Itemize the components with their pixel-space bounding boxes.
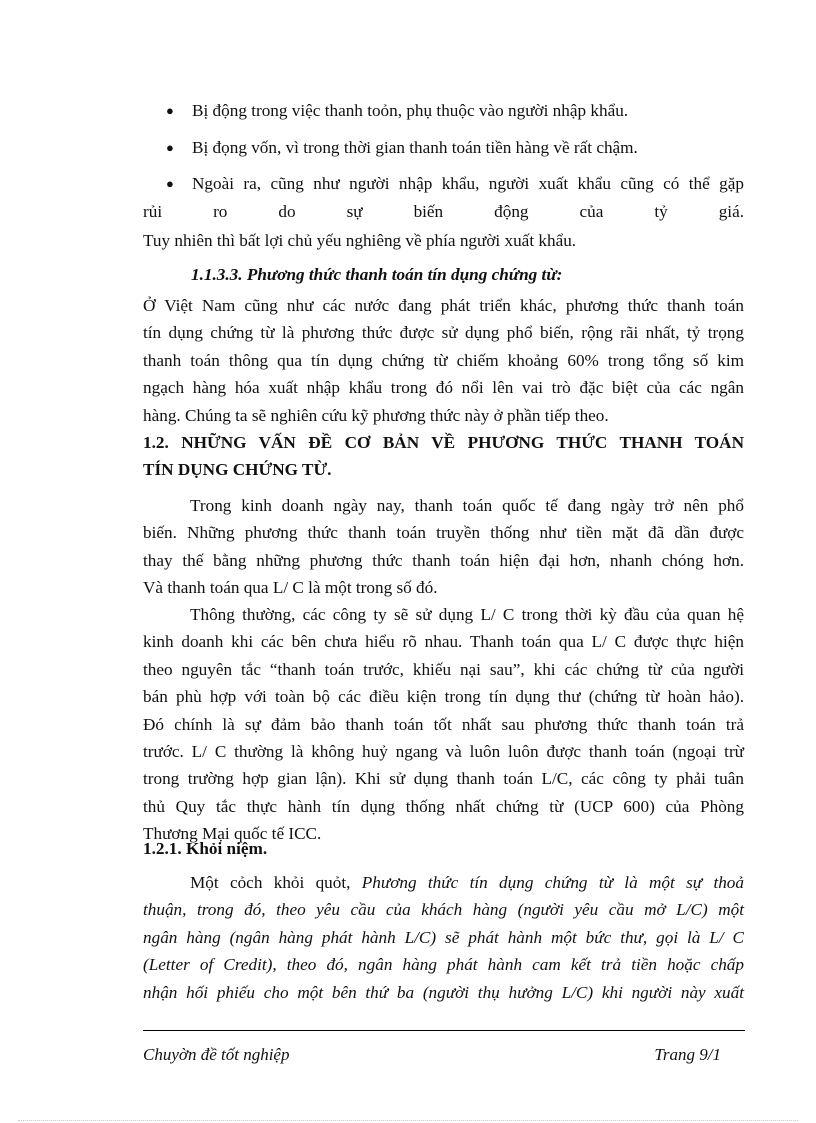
subsection-heading: 1.2.1. Khỏi niệm. xyxy=(143,839,268,858)
paragraph: Trong kinh doanh ngày nay, thanh toán quốc tế đang ngày trở nên phổ biến. Những phương thức thanh toán truyền thống như tiền mặt đã dần được thay thế bằng những phương thức thanh toán hiện đại hơn, nhanh chóng hơn. Và thanh toán qua L/ C là một trong số đó. xyxy=(143,496,744,598)
bullet-dot-icon: ● xyxy=(166,140,174,155)
section-heading: 1.2. NHỮNG VẤN ĐỀ CƠ BẢN VỀ PHƯƠNG THỨC THANH TOÁN TÍN DỤNG CHỨNG TỪ. xyxy=(143,433,744,480)
bullet-continuation-line: Tuy nhiên thì bất lợi chủ yếu nghiêng về phía người xuất khẩu. xyxy=(143,231,577,250)
paragraph: Một cỏch khỏi quỏt, Phương thức tín dụng chứng từ là một sự thoả thuận, trong đó, theo yêu cầu của khách hàng (người yêu cầu mở L/C) một ngân hàng (ngân hàng phát hành L/C) sẽ phát hành một bức thư, gọi là L/ C (Letter of Credit), theo đó, ngân hàng phát hành cam kết trả tiền hoặc chấp nhận hối phiếu cho một bên thứ ba (người thụ hưởng L/C) khi người này xuất xyxy=(143,873,744,1002)
footer-rule xyxy=(143,1030,745,1031)
bullet-dot-icon: ● xyxy=(166,103,174,118)
page-number: Trang 9/1 xyxy=(654,1045,721,1064)
bullet-dot-icon: ● xyxy=(166,176,174,191)
bullet-item xyxy=(166,134,744,161)
bullet-text: Bị đọng vốn, vì trong thời gian thanh toán tiền hàng về rất chậm. xyxy=(192,138,638,157)
bullet-continuation-line: rủi ro do sự biến động của tỷ giá. xyxy=(143,202,744,221)
paragraph: Thông thường, các công ty sẽ sử dụng L/ C trong thời kỳ đầu của quan hệ kinh doanh khi các bên chưa hiểu rõ nhau. Thanh toán qua L/ C được thực hiện theo nguyên tắc “thanh toán trước, khiếu nại sau”, khi các chứng từ của người bán phù hợp với toàn bộ các điều kiện trong tín dụng thư (chứng từ hoàn hảo). Đó chính là sự đảm bảo thanh toán tốt nhất sau phương thức thanh toán trả trước. L/ C thường là không huỷ ngang và luôn luôn được thanh toán (ngoại trừ trong trường hợp gian lận). Khi sử dụng thanh toán L/C, các công ty phải tuân thủ Quy tắc thực hành tín dụng thống nhất chứng từ (UCP 600) của Phòng Thương Mại quốc tế ICC. xyxy=(143,605,744,844)
page-boundary xyxy=(18,1120,798,1121)
bullet-item xyxy=(166,97,744,124)
bullet-text: Bị động trong việc thanh toỏn, phụ thuộc vào người nhập khẩu. xyxy=(192,101,629,120)
bullet-item xyxy=(166,170,744,197)
footer-title: Chuyờn đề tốt nghiệp xyxy=(143,1045,290,1064)
paragraph: Ở Việt Nam cũng như các nước đang phát triển khác, phương thức thanh toán tín dụng chứng từ là phương thức được sử dụng phổ biến, rộng rãi nhất, tỷ trọng thanh toán thông qua tín dụng chứng từ chiếm khoảng 60% trong tổng số kim ngạch hàng hóa xuất nhập khẩu trong đó nổi lên vai trò đặc biệt của các ngân hàng. Chúng ta sẽ nghiên cứu kỹ phương thức này ở phần tiếp theo. xyxy=(143,296,744,425)
subsection-heading: 1.1.3.3. Phương thức thanh toán tín dụng chứng từ: xyxy=(191,265,563,284)
bullet-text: Ngoài ra, cũng như người nhập khẩu, người xuất khẩu cũng có thể gặp xyxy=(192,174,744,193)
